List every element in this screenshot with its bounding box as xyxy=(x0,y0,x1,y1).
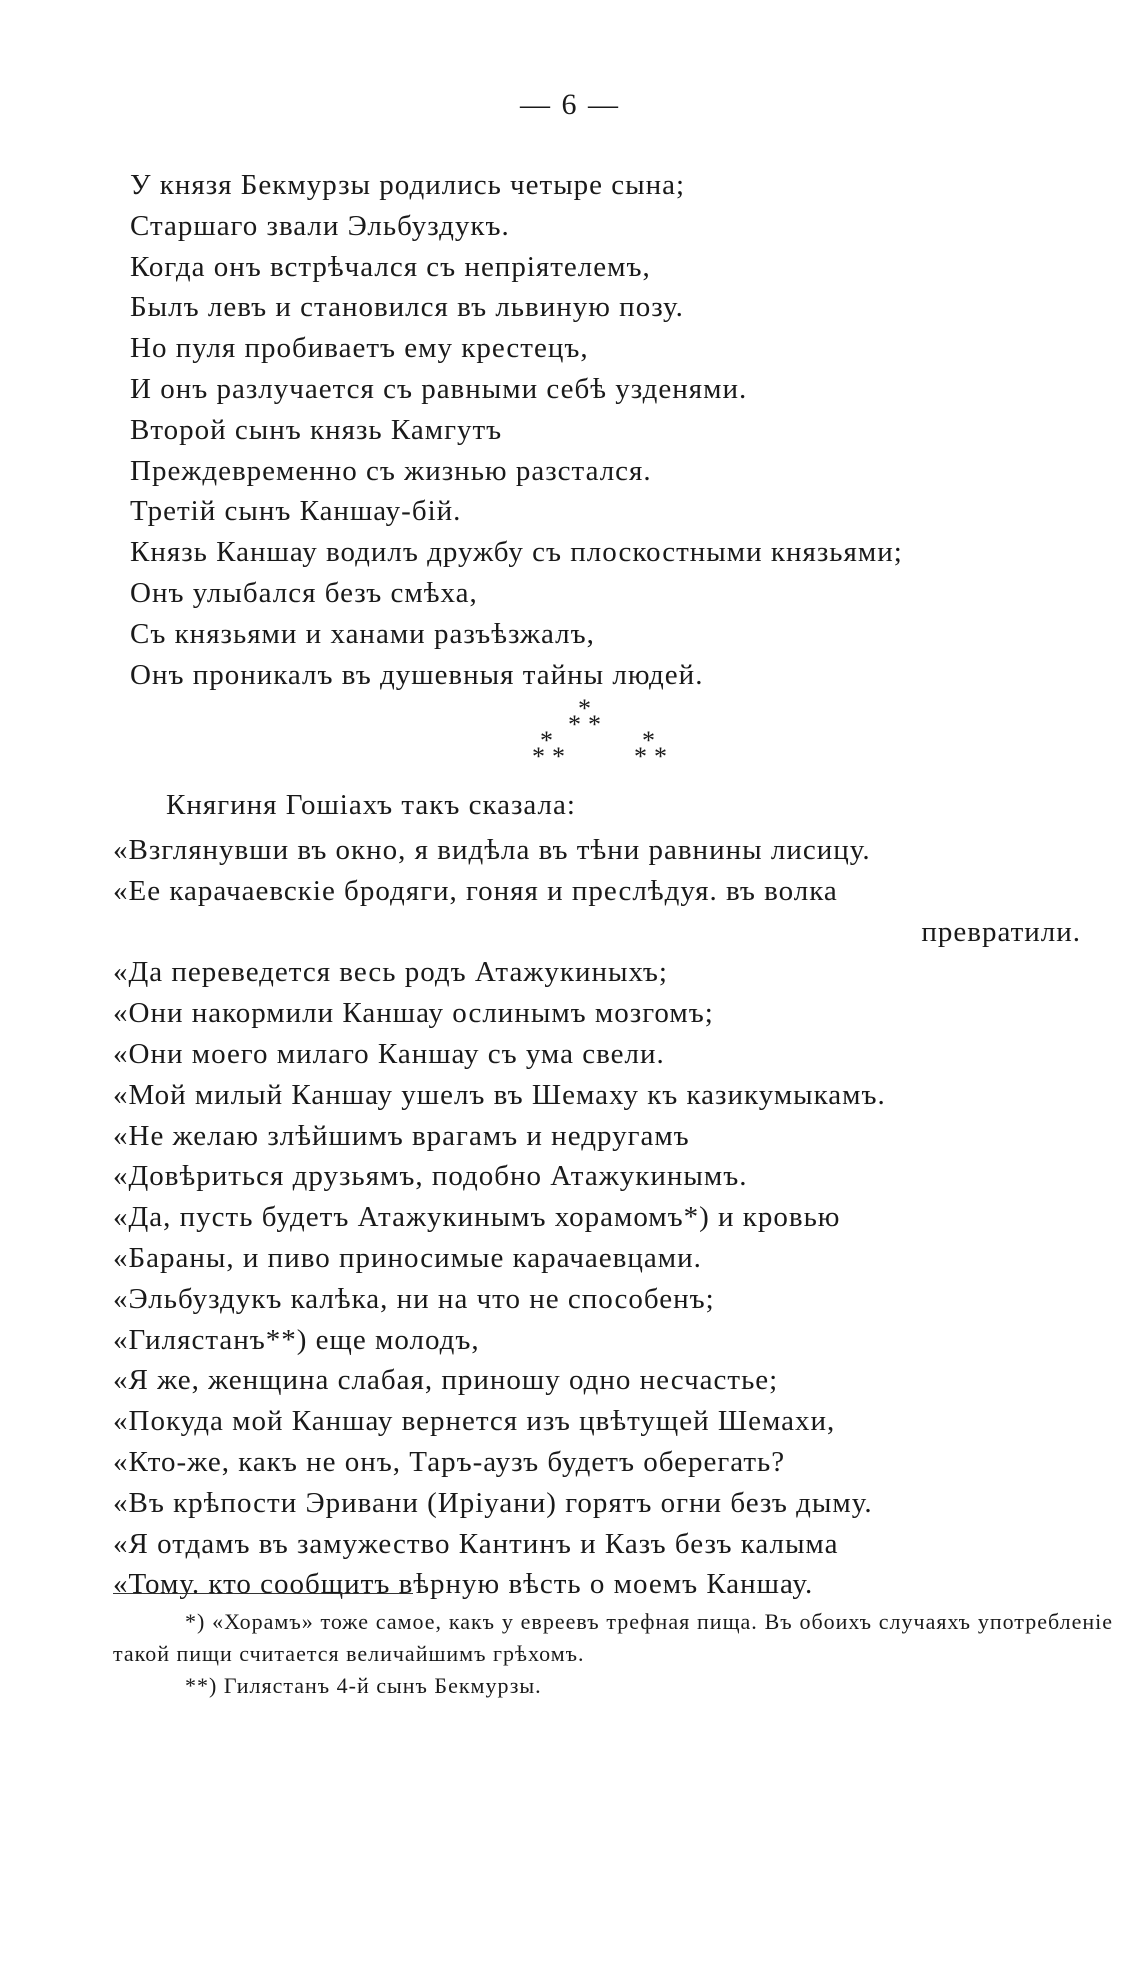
verse-line: Третій сынъ Каншау-бій. xyxy=(130,495,462,528)
footnote: **) Гилястанъ 4-й сынъ Бекмурзы. xyxy=(185,1673,542,1698)
verse-line: «Да, пусть будетъ Атажукинымъ хорамомъ*) и кровью xyxy=(113,1201,841,1234)
footnote: *) «Хорамъ» тоже самое, какъ у евреевъ трефная пища. Въ обоихъ случаяхъ употребленіе такой пищи считается величайшимъ грѣхомъ. xyxy=(113,1609,1113,1666)
verse-line: «Они накормили Каншау ослинымъ мозгомъ; xyxy=(113,997,714,1030)
page-number: — 6 — xyxy=(520,88,620,121)
asterism-star: * xyxy=(552,742,565,771)
intro-line: Княгиня Гошіахъ такъ сказала: xyxy=(166,789,576,821)
verse-line: «Я же, женщина слабая, приношу одно несчастье; xyxy=(113,1364,779,1397)
verse-line: «Ее карачаевскіе бродяги, гоняя и преслѣдуя. въ волка xyxy=(113,874,838,907)
verse-line: «Да переведется весь родъ Атажукиныхъ; xyxy=(113,956,668,989)
verse-line: Съ князьями и ханами разъѣзжалъ, xyxy=(130,617,595,650)
verse-line: Преждевременно съ жизнью разстался. xyxy=(130,454,652,487)
verse-line: «Они моего милаго Каншау съ ума свели. xyxy=(113,1037,665,1070)
asterism-star: * xyxy=(578,694,591,723)
verse-line: Но пуля пробиваетъ ему крестецъ, xyxy=(130,332,589,365)
asterism-star: * xyxy=(588,710,601,739)
verse-line: «Тому. кто сообщитъ вѣрную вѣсть о моемъ Каншау. xyxy=(113,1568,814,1601)
verse-line: Князь Каншау водилъ дружбу съ плоскостными князьями; xyxy=(130,536,903,569)
verse-line: «Довѣриться друзьямъ, подобно Атажукинымъ. xyxy=(113,1160,748,1193)
verse-line: Когда онъ встрѣчался съ непріятелемъ, xyxy=(130,250,651,283)
verse-line: «Покуда мой Каншау вернется изъ цвѣтущей Шемахи, xyxy=(113,1405,836,1438)
asterism-star: * xyxy=(568,710,581,739)
verse-line: Второй сынъ князь Камгутъ xyxy=(130,413,503,446)
verse-line: «Въ крѣпости Эривани (Иріуани) горятъ огни безъ дыму. xyxy=(113,1486,873,1519)
asterism-star: * xyxy=(642,726,655,755)
verse-line: «Не желаю злѣйшимъ врагамъ и недругамъ xyxy=(113,1119,690,1152)
verse-line: И онъ разлучается съ равными себѣ узденями. xyxy=(130,372,748,405)
verse-line: «Кто-же, какъ не онъ, Таръ-аузъ будетъ оберегать? xyxy=(113,1445,786,1478)
verse-line: «Гилястанъ**) еще молодъ, xyxy=(113,1323,480,1356)
verse-line: Онъ проникалъ въ душевныя тайны людей. xyxy=(130,658,704,691)
footnotes xyxy=(113,1606,1113,1702)
asterism-divider xyxy=(530,694,700,771)
asterism-star: * xyxy=(540,726,553,755)
asterism-star: * xyxy=(634,742,647,771)
verse-line: «Эльбуздукъ калѣка, ни на что не способенъ; xyxy=(113,1282,715,1315)
asterism-star: * xyxy=(532,742,545,771)
asterism-star: * xyxy=(654,742,667,771)
verse-line: Старшаго звали Эльбуздукъ. xyxy=(130,209,510,242)
verse-block-2 xyxy=(113,830,1093,1605)
verse-line: «Мой милый Каншау ушелъ въ Шемаху къ казикумыкамъ. xyxy=(113,1078,886,1111)
verse-block-1 xyxy=(130,165,1110,695)
verse-line: Былъ левъ и становился въ львиную позу. xyxy=(130,291,684,324)
verse-line: У князя Бекмурзы родились четыре сына; xyxy=(130,169,686,201)
verse-line: Онъ улыбался безъ смѣха, xyxy=(130,576,478,609)
verse-line: «Взглянувши въ окно, я видѣла въ тѣни равнины лисицу. xyxy=(113,834,871,866)
verse-line-continuation: превратили. xyxy=(921,915,1081,948)
verse-line: «Бараны, и пиво приносимые карачаевцами. xyxy=(113,1241,702,1274)
verse-line: «Я отдамъ въ замужество Кантинъ и Казъ безъ калыма xyxy=(113,1527,839,1560)
footnote-rule xyxy=(113,1593,413,1594)
